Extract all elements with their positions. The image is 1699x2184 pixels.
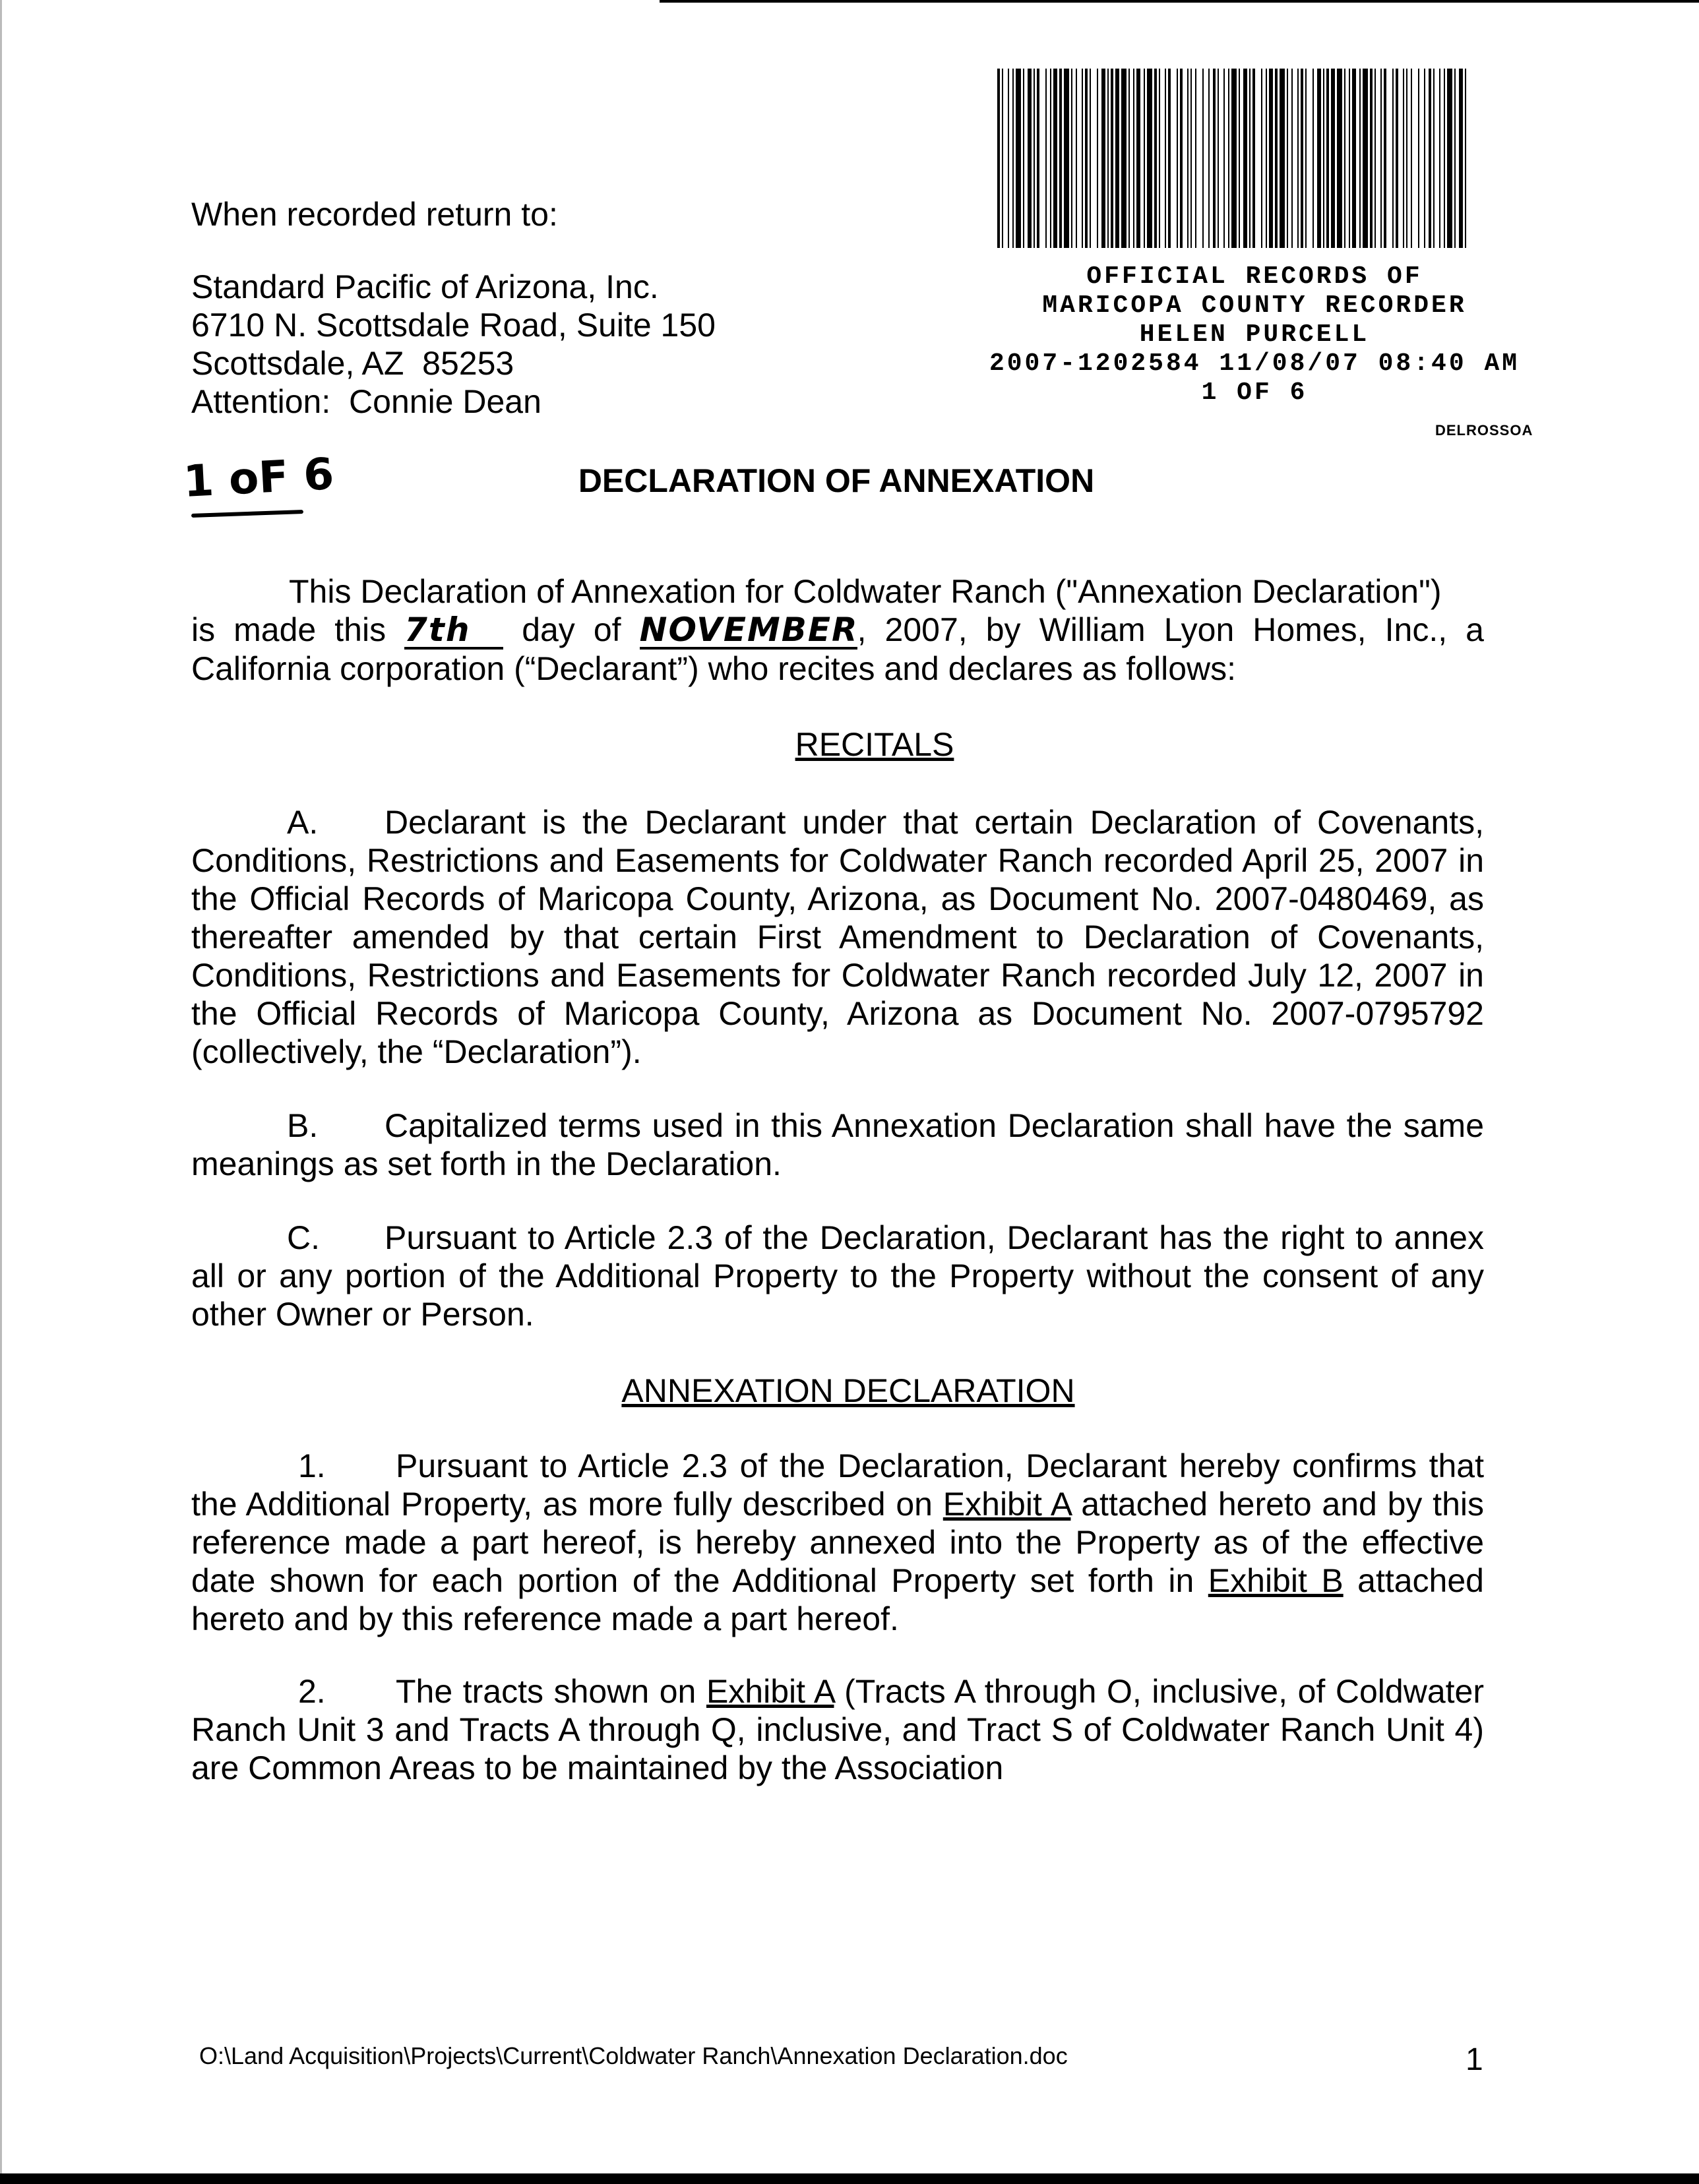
barcode-bar	[1050, 69, 1051, 248]
barcode-bar	[1165, 69, 1166, 248]
barcode-bar	[1133, 69, 1134, 248]
annexation-heading: ANNEXATION DECLARATION	[621, 1372, 1075, 1409]
barcode-bar	[1168, 69, 1171, 248]
recital-c	[191, 1219, 1484, 1333]
barcode-bar	[1243, 69, 1247, 248]
recital-b	[191, 1107, 1484, 1183]
intro-is-made: is made this	[191, 611, 386, 648]
item-2-exhibit-a: Exhibit A	[706, 1673, 834, 1710]
barcode-bar	[1228, 69, 1229, 248]
recital-a-letter: A.	[287, 804, 319, 841]
intro-after-month: , 2007, by William Lyon Homes, Inc., a	[857, 611, 1484, 648]
recital-a-text: Declarant is the Declarant under that certain Declaration of Covenants, Conditions, Restrictions and Easements for Coldwater Ranch recorded April 25, 2007 in the Official Records of Maricopa County, Arizona, as Document No. 2007-0480469, as thereafter amended by that certain First Amendment to Declaration of Covenants, Conditions, Restrictions and Easements for Coldwater Ranch recorded July 12, 2007 in the Official Records of Maricopa County, Arizona as Document No. 2007-0795792 (collectively, the “Declaration”).	[191, 804, 1484, 1070]
item-1-text-c: attached hereto and by this reference made a part hereof.	[191, 1562, 1484, 1637]
barcode-bar	[1202, 69, 1204, 248]
barcode-bar	[1297, 69, 1299, 248]
barcode-bar	[1411, 69, 1412, 248]
barcode-bar	[1177, 69, 1178, 248]
barcode-bar	[1363, 69, 1368, 248]
barcode-bar	[1424, 69, 1425, 248]
recital-b-text: Capitalized terms used in this Annexation Declaration shall have the same meanings as set forth in the Declaration.	[191, 1107, 1484, 1182]
item-2-text-a: The tracts shown on	[396, 1673, 696, 1710]
recorder-clerk-code: DELROSSOA	[1435, 422, 1533, 439]
barcode-bar	[1012, 69, 1014, 248]
barcode-bar	[1266, 69, 1267, 248]
barcode-bar	[1097, 69, 1098, 248]
barcode-bar	[1252, 69, 1255, 248]
barcode-bar	[1085, 69, 1088, 248]
intro-line-3: California corporation (“Declarant”) who recites and declares as follows:	[191, 650, 1237, 687]
barcode-bar	[1028, 69, 1032, 248]
item-2	[191, 1672, 1484, 1787]
item-1-exhibit-b: Exhibit B	[1208, 1562, 1344, 1599]
barcode-bar	[1002, 69, 1003, 248]
barcode-bar	[1454, 69, 1456, 248]
item-2-text-b: (Tracts A through O, inclusive, of Coldwater Ranch Unit 3 and Tracts A through Q, inclusive, and Tract S of Coldwater Ranch Unit 4) are Common Areas to be maintained by the Association	[191, 1673, 1484, 1786]
document-title-text: DECLARATION OF ANNEXATION	[578, 462, 1095, 499]
barcode-bar	[1144, 69, 1145, 248]
recital-a	[191, 803, 1484, 1071]
scan-bottom-edge	[0, 2173, 1699, 2184]
handwritten-underline	[191, 510, 303, 518]
barcode-bar	[1082, 69, 1083, 248]
recorder-page-count: 1 OF 6	[1201, 379, 1308, 407]
item-1-exhibit-a: Exhibit A	[942, 1486, 1071, 1523]
barcode-bar	[1218, 69, 1219, 248]
barcode-bar	[1213, 69, 1216, 248]
barcode-bar	[1465, 69, 1466, 248]
barcode-bar	[1392, 69, 1394, 248]
barcode-bar	[1370, 69, 1373, 248]
barcode-bar	[1187, 69, 1189, 248]
intro-line-1: This Declaration of Annexation for Coldwater Ranch ("Annexation Declaration")	[289, 573, 1442, 610]
barcode-bar	[1337, 69, 1342, 248]
recital-b-letter: B.	[287, 1107, 319, 1144]
recital-c-letter: C.	[287, 1219, 320, 1256]
barcode-bar	[1223, 69, 1225, 248]
intro-day-of: day of	[522, 611, 621, 648]
barcode-bar	[1190, 69, 1192, 248]
item-1-text-b: attached hereto and by this reference made a part hereof, is hereby annexed into the Property as of the effective date shown for each portion of the Additional Property set forth in	[191, 1486, 1484, 1599]
barcode-bar	[1344, 69, 1345, 248]
barcode-bar	[1195, 69, 1196, 248]
return-label: When recorded return to:	[191, 196, 558, 233]
recorder-line-1: OFFICIAL RECORDS OF	[1086, 262, 1423, 291]
barcode-bar	[1331, 69, 1335, 248]
barcode-bar	[1301, 69, 1303, 248]
barcode-bar	[1375, 69, 1376, 248]
handwritten-day: 7th	[404, 613, 503, 650]
item-1-number: 1.	[298, 1447, 326, 1484]
barcode-bar	[1180, 69, 1183, 248]
page-number: 1	[1466, 2042, 1483, 2077]
barcode-bar	[1016, 69, 1021, 248]
barcode-bar	[1034, 69, 1035, 248]
recorder-stamp	[958, 262, 1551, 408]
intro-line-2	[191, 611, 1484, 650]
barcode-bar	[1147, 69, 1152, 248]
recorder-line-2: MARICOPA COUNTY RECORDER	[1042, 291, 1467, 320]
barcode-bar	[1459, 69, 1463, 248]
barcode-bar	[1439, 69, 1440, 248]
barcode-bar	[1261, 69, 1262, 248]
barcode-bar	[1429, 69, 1431, 248]
intro-paragraph	[191, 572, 1484, 688]
barcode-bar	[1121, 69, 1127, 248]
return-street: 6710 N. Scottsdale Road, Suite 150	[191, 307, 716, 344]
barcode-bar	[1053, 69, 1057, 248]
barcode-bar	[1111, 69, 1113, 248]
item-2-number: 2.	[298, 1673, 326, 1710]
barcode-bar	[1384, 69, 1386, 248]
barcode-bar	[1249, 69, 1251, 248]
barcode-bar	[1359, 69, 1361, 248]
barcode-bar	[1313, 69, 1314, 248]
barcode-bar	[1008, 69, 1009, 248]
barcode-bar	[997, 69, 1000, 248]
barcode-bar	[1115, 69, 1119, 248]
barcode-bar	[1326, 69, 1329, 248]
barcode-bar	[1444, 69, 1445, 248]
barcode-bar	[1406, 69, 1407, 248]
barcode-bar	[1352, 69, 1356, 248]
recitals-heading: RECITALS	[795, 726, 954, 763]
barcode-bar	[1136, 69, 1140, 248]
barcode-bar	[1317, 69, 1321, 248]
barcode-bar	[1291, 69, 1293, 248]
barcode-bar	[1154, 69, 1157, 248]
barcode-bar	[1023, 69, 1024, 248]
recital-c-text: Pursuant to Article 2.3 of the Declaration, Declarant has the right to annex all or any portion of the Additional Property to the Property without the consent of any other Owner or Person.	[191, 1219, 1484, 1333]
recorder-line-3: HELEN PURCELL	[1139, 320, 1370, 349]
barcode-bar	[1305, 69, 1307, 248]
barcode-bar	[1349, 69, 1350, 248]
barcode-bar	[1433, 69, 1435, 248]
barcode-bar	[1396, 69, 1398, 248]
scan-top-edge	[660, 0, 1699, 3]
barcode-bar	[1380, 69, 1382, 248]
barcode-bar	[1447, 69, 1452, 248]
barcode-bar	[1037, 69, 1039, 248]
barcode-bar	[1231, 69, 1237, 248]
barcode-bar	[1128, 69, 1130, 248]
recording-number: 2007-1202584 11/08/07 08:40 AM	[989, 349, 1520, 378]
barcode-bar	[1280, 69, 1285, 248]
barcode-bar	[1208, 69, 1210, 248]
barcode-bar	[1059, 69, 1062, 248]
return-company: Standard Pacific of Arizona, Inc.	[191, 268, 659, 305]
item-1-text-a: Pursuant to Article 2.3 of the Declaration, Declarant hereby confirms that the Additional Property, as more fully described on	[191, 1447, 1484, 1523]
barcode-bar	[1101, 69, 1105, 248]
barcode-bar	[1090, 69, 1091, 248]
return-address-block	[191, 195, 716, 421]
return-city: Scottsdale, AZ 85253	[191, 345, 514, 382]
item-1	[191, 1447, 1484, 1638]
scan-left-edge	[0, 0, 2, 2184]
footer-file-path: O:\Land Acquisition\Projects\Current\Coldwater Ranch\Annexation Declaration.doc	[199, 2042, 1068, 2069]
handwritten-month: NOVEMBER	[639, 611, 859, 649]
barcode-bar	[1323, 69, 1324, 248]
barcode-bar	[1269, 69, 1273, 248]
barcode-bar	[1045, 69, 1047, 248]
barcode-bar	[1403, 69, 1404, 248]
barcode-bar	[1064, 69, 1069, 248]
barcode-bar	[1159, 69, 1160, 248]
handwritten-page-mark: 1 oF 6	[182, 448, 336, 507]
barcode-bar	[1287, 69, 1288, 248]
barcode-bar	[1239, 69, 1240, 248]
barcode-bar	[1071, 69, 1072, 248]
barcode-bar	[1275, 69, 1278, 248]
barcode-bar	[1107, 69, 1109, 248]
barcode-bar	[1418, 69, 1419, 248]
recording-barcode	[997, 69, 1468, 248]
barcode-bar	[1076, 69, 1077, 248]
document-title	[0, 462, 1699, 500]
return-attention: Attention: Connie Dean	[191, 383, 541, 420]
